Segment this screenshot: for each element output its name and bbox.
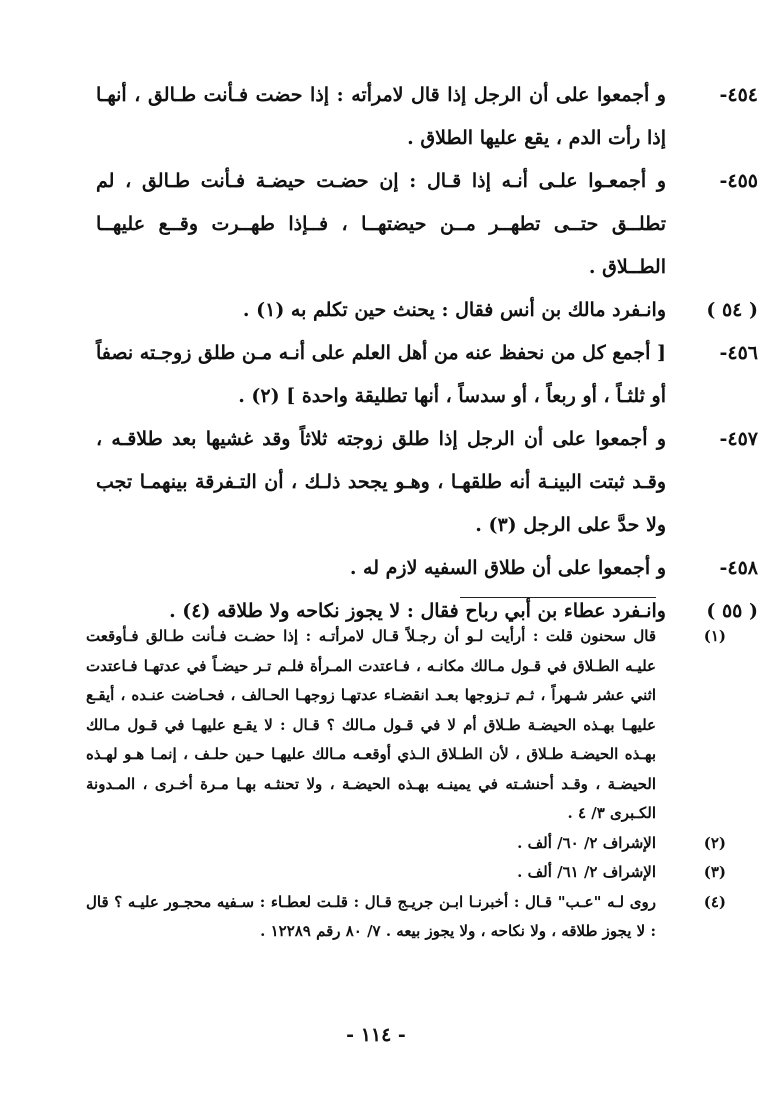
entry-text: و أجمعوا على أن طلاق السفيه لازم له . bbox=[349, 557, 666, 579]
entry-text: وانـفرد مالك بن أنس فقال : يحنث حين تكلم به (١) . bbox=[242, 299, 666, 321]
entry-text: وانـفرد عطاء بن أبي رباح فقال : لا يجوز نكاحه ولا طلاقه (٤) . bbox=[169, 600, 666, 622]
page-number: - ١١٤ - bbox=[346, 1024, 406, 1046]
entry-unique-54 bbox=[96, 289, 758, 332]
entry-number: ٤٥٤- bbox=[719, 84, 758, 106]
footnote-text: قال سحنون قلت : أرأيت لـو أن رجـلاً قـال لامرأتـه : إذا حضـت فـأنت طـالق فـأوقعت عليـه الطـلاق في قـول مـالك مكانـه ، فـاعتدت المـرأة فلـم تـر حيضـاً في عدتهـا فـاعتدت اثني عشر شـهراً ، ثـم تـزوجها بعـد انقضـاء عدتهـا زوجهـا الحـالف ، فحـاضت عنـده ، أيقـع عليهـا بهـذه الحيضـة طـلاق أم لا في قـول مـالك ؟ قـال : لا يقـع عليهـا في قـول مـالك بهـذه الحيضـة طـلاق ، لأن الطـلاق الـذي أوقعـه مـالك عليهـا حـين حلـف ، إنمـا هـو لهـذه الحيضـة ، وقـد أحنشـته في يمينـه بهـذه الحيضـة ، ولا تحنثـه بهـا مـرة أخـرى ، المـدونة الكـبرى ٣/ ٤ . bbox=[86, 627, 656, 822]
footnotes bbox=[86, 622, 726, 947]
entry-number: ٤٥٥- bbox=[719, 170, 758, 192]
entry-number: ( ٥٤ ) bbox=[706, 299, 758, 321]
entry-number: ٤٥٨- bbox=[719, 557, 758, 579]
footnote-2 bbox=[86, 829, 726, 859]
footnote-1 bbox=[86, 622, 726, 829]
footnote-text: الإشراف ٢/ ٦٠/ ألف . bbox=[517, 833, 656, 852]
main-text bbox=[96, 74, 758, 633]
entry-text: و أجمعوا على أن الرجل إذا قال لامرأته : إذا حضت فـأنت طـالق ، أنهـا إذا رأت الدم ، يقع عليها الطلاق . bbox=[96, 84, 666, 149]
entry-458 bbox=[96, 547, 758, 590]
entry-number: ٤٥٦- bbox=[719, 342, 758, 364]
entry-455 bbox=[96, 160, 758, 289]
entry-457 bbox=[96, 418, 758, 547]
entry-text: و أجمعوا على أن الرجل إذا طلق زوجته ثلاثاً وقد غشيها بعد طلاقـه ، وقـد ثبتت البينـة أنه طلقهـا ، وهـو يجحد ذلـك ، أن التـفرقة بينهمـا تجب ولا حدَّ على الرجل (٣) . bbox=[96, 428, 666, 536]
entry-text: [ أجمع كل من نحفظ عنه من أهل العلم على أنـه مـن طلق زوجـته نصفاً أو ثلثـاً ، أو ربعاً ، أو سدساً ، أنها تطليقة واحدة ] (٢) . bbox=[96, 342, 666, 407]
entry-number: ( ٥٥ ) bbox=[706, 600, 758, 622]
entry-text: و أجمعـوا علـى أنـه إذا قـال : إن حضـت حيضـة فـأنت طـالق ، لم تطلــق حتــى تطهــر مــن حيضتهــا ، فــإذا طهــرت وقــع عليهــا الطــلاق . bbox=[96, 170, 666, 278]
entry-456 bbox=[96, 332, 758, 418]
footnote-number: (٣) bbox=[703, 863, 726, 881]
footnote-number: (١) bbox=[703, 627, 726, 645]
entry-454 bbox=[96, 74, 758, 160]
entry-number: ٤٥٧- bbox=[719, 428, 758, 450]
footnote-text: الإشراف ٢/ ٦١/ ألف . bbox=[517, 863, 656, 881]
footnote-number: (٤) bbox=[703, 892, 726, 911]
footnote-divider bbox=[460, 597, 656, 598]
footnote-3 bbox=[86, 858, 726, 888]
footnote-4 bbox=[86, 888, 726, 947]
footnote-text: روى لـه "عـب" قـال : أخبرنـا ابـن جريـج قـال : قلـت لعطـاء : سـفيه محجـور عليـه ؟ قال : لا يجوز طلاقه ، ولا نكاحه ، ولا يجوز بيعه . ٧/ ٨٠ رقم ١٢٢٨٩ . bbox=[86, 892, 656, 940]
footnote-number: (٢) bbox=[703, 833, 726, 852]
